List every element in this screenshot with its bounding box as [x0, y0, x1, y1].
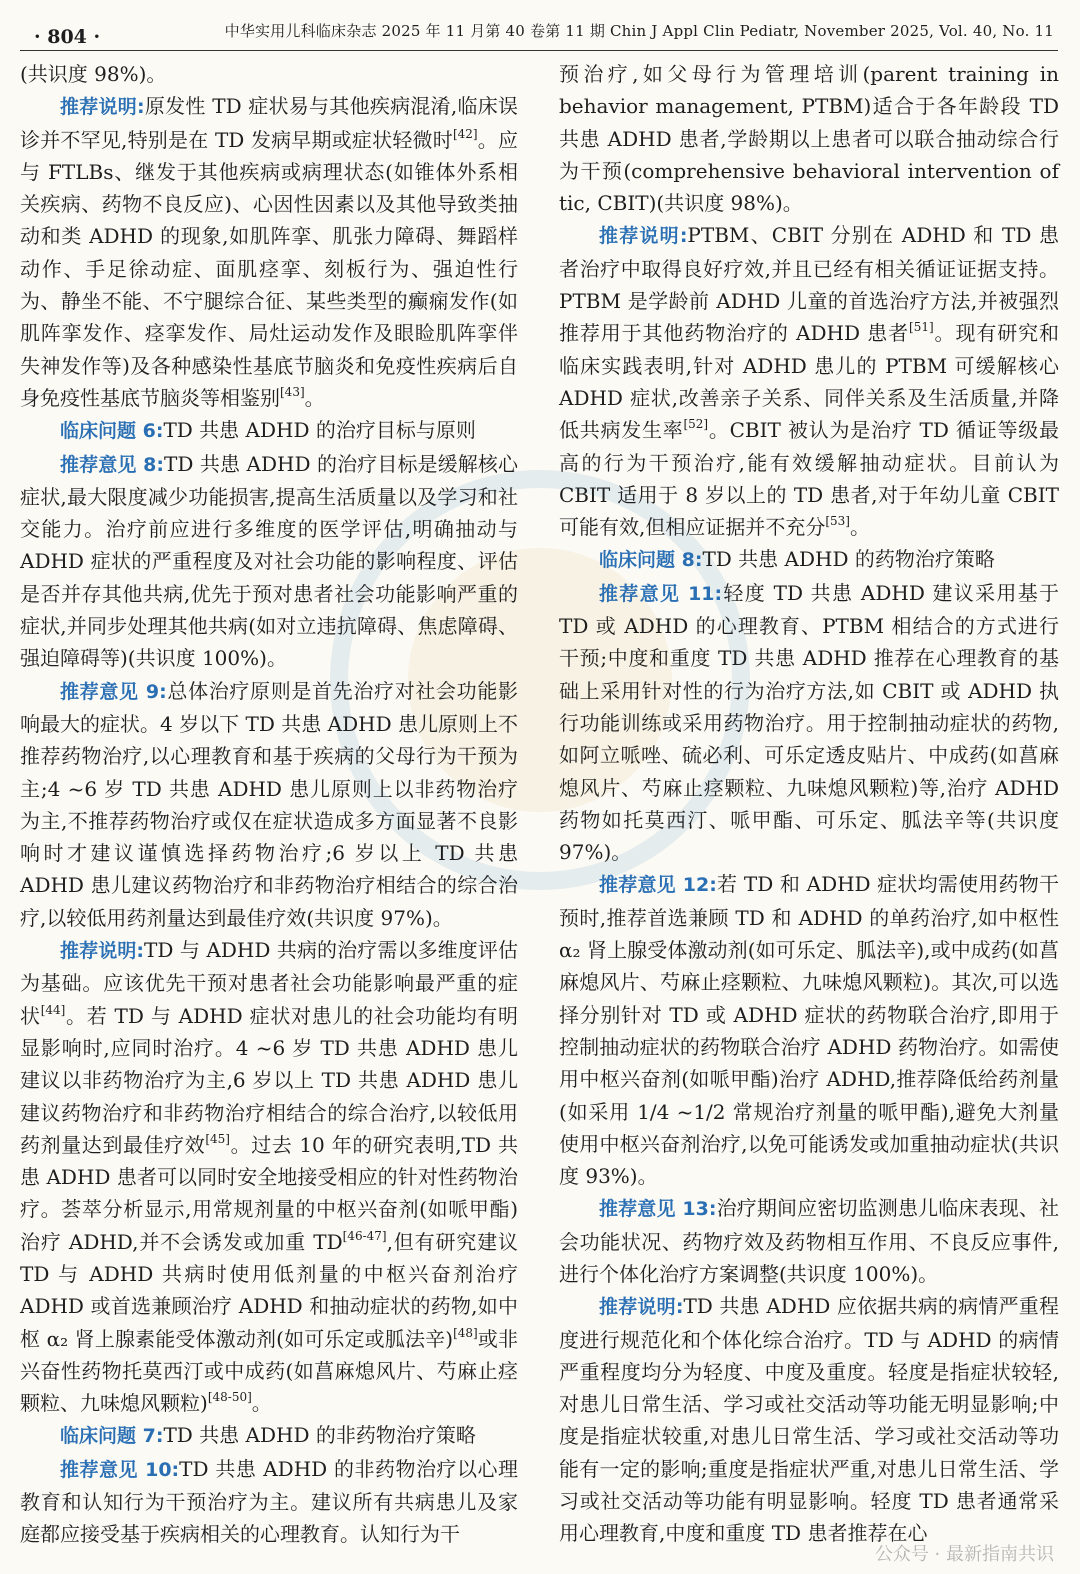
wechat-watermark: 公众号 · 最新指南共识: [874, 1544, 1054, 1565]
citation-ref: [43]: [280, 384, 305, 399]
left-column: [20, 58, 518, 1551]
clinical-question-6: 临床问题 6:TD 共患 ADHD 的治疗目标与原则: [60, 418, 476, 443]
paragraph: (共识度 98%)。: [20, 62, 167, 86]
page-number: · 804 ·: [34, 26, 101, 48]
recommendation-12: 推荐意见 12:若 TD 和 ADHD 症状均需使用药物干预时,推荐首选兼顾 TD 和 ADHD 的单药治疗,如中枢性 α₂ 肾上腺受体激动剂(如可乐定、胍法辛),或中成药(如菖麻熄风片、芍麻止痉颗粒、九味熄风颗粒)。其次,可以选择分别针对 TD 或 ADHD 症状的药物联合治疗,即用于控制抽动症状的药物联合治疗 ADHD 药物治疗。如需使用中枢兴奋剂(如哌甲酯)治疗 ADHD,推荐降低给药剂量(如采用 1/4 ~1/2 常规治疗剂量的哌甲酯),避免大剂量使用中枢兴奋剂治疗,以免可能诱发或加重抽动症状(共识度 93%)。: [559, 872, 1060, 1189]
note-label: 推荐说明:: [599, 225, 688, 248]
clinical-question-8: 临床问题 8:TD 共患 ADHD 的药物治疗策略: [599, 547, 995, 572]
citation-ref: [53]: [825, 514, 850, 529]
note-label: 推荐说明:: [599, 1296, 684, 1319]
opinion-label: 推荐意见 12:: [599, 874, 717, 897]
note-label: 推荐说明:: [60, 96, 145, 119]
recommendation-13: 推荐意见 13:治疗期间应密切监测患儿临床表现、社会功能状况、药物疗效及药物相互作用、不良反应事件,进行个体化治疗方案调整(共识度 100%)。: [559, 1196, 1060, 1286]
paragraph: 预治疗,如父母行为管理培训(parent training in behavior management, PTBM)适合于各年龄段 TD 共患 ADHD 患者,学龄期以上患者可以联合抽动综合行为干预(comprehensive behavioral intervention of tic, CBIT)(共识度 98%)。: [559, 62, 1059, 216]
recommendation-10: 推荐意见 10:TD 共患 ADHD 的非药物治疗以心理教育和认知行为干预治疗为主。建议所有共病患儿及家庭都应接受基于疾病相关的心理教育。认知行为干: [20, 1456, 518, 1547]
journal-citation: 中华实用儿科临床杂志 2025 年 11 月第 40 卷第 11 期 Chin J Appl Clin Pediatr, November 2025, Vol. 40, No. 11: [224, 22, 1054, 40]
recommendation-11: 推荐意见 11:轻度 TD 共患 ADHD 建议采用基于 TD 或 ADHD 的心理教育、PTBM 相结合的方式进行干预;中度和重度 TD 共患 ADHD 推荐在心理教育的基础上采用针对性的行为治疗方法,如 CBIT 或 ADHD 执行功能训练或采用药物治疗。用于控制抽动症状的药物,如阿立哌唑、硫必利、可乐定透皮贴片、中成药(如菖麻熄风片、芍麻止痉颗粒、九味熄风颗粒)等,治疗 ADHD 药物如托莫西汀、哌甲酯、可乐定、胍法辛等(共识度 97%)。: [559, 580, 1059, 865]
right-column: [559, 58, 1059, 1550]
opinion-label: 推荐意见 8:: [60, 453, 165, 476]
recommendation-note: 推荐说明:TD 与 ADHD 共病的治疗需以多维度评估为基础。应该优先干预对患者社会功能影响最严重的症状[44]。若 TD 与 ADHD 症状对患儿的社会功能均有明显影响时,应同时治疗。4 ~6 岁 TD 共患 ADHD 患儿建议以非药物治疗为主,6 岁以上 TD 共患 ADHD 患儿建议药物治疗和非药物治疗相结合的综合治疗,以较低用药剂量达到最佳疗效[45]。过去 10 年的研究表明,TD 共患 ADHD 患者可以同时安全地接受相应的针对性药物治疗。荟萃分析显示,用常规剂量的中枢兴奋剂(如哌甲酯)治疗 ADHD,并不会诱发或加重 TD[46-47],但有研究建议 TD 与 ADHD 共病时使用低剂量的中枢兴奋剂治疗 ADHD 或首选兼顾治疗 ADHD 和抽动症状的药物,如中枢 α₂ 肾上腺素能受体激动剂(如可乐定或胍法辛)[48]或非兴奋性药物托莫西汀或中成药(如菖麻熄风片、芍麻止痉颗粒、九味熄风颗粒)[48-50]。: [20, 938, 519, 1416]
question-label: 临床问题 7:: [60, 1425, 164, 1448]
recommendation-note: 推荐说明:原发性 TD 症状易与其他疾病混淆,临床误诊并不罕见,特别是在 TD 发病早期或症状轻微时[42]。应与 FTLBs、继发于其他疾病或病理状态(如锥体外系相关疾病、药物不良反应)、心因性因素以及其他导致类抽动和类 ADHD 的现象,如肌阵挛、肌张力障碍、舞蹈样动作、手足徐动症、面肌痉挛、刻板行为、强迫性行为、静坐不能、不宁腿综合征、某些类型的癫痫发作(如肌阵挛发作、痉挛发作、局灶运动发作及眼睑肌阵挛伴失神发作等)及各种感染性基底节脑炎和免疫性疾病后自身免疫性基底节脑炎等相鉴别[43]。: [20, 94, 519, 410]
citation-ref: [48]: [453, 1325, 478, 1340]
opinion-label: 推荐意见 10:: [60, 1458, 180, 1481]
citation-ref: [42]: [452, 126, 478, 141]
citation-ref: [44]: [40, 1002, 66, 1017]
recommendation-note: 推荐说明:PTBM、CBIT 分别在 ADHD 和 TD 患者治疗中取得良好疗效,并且已经有相关循证证据支持。PTBM 是学龄前 ADHD 儿童的首选治疗方法,并被强烈推荐用于其他药物治疗的 ADHD 患者[51]。现有研究和临床实践表明,针对 ADHD 患儿的 PTBM 可缓解核心 ADHD 症状,改善亲子关系、同伴关系及生活质量,并降低共病发生率[52]。CBIT 被认为是治疗 TD 循证等级最高的行为干预治疗,能有效缓解抽动症状。目前认为 CBIT 适用于 8 岁以上的 TD 患者,对于年幼儿童 CBIT 可能有效,但相应证据并不充分[53]。: [559, 223, 1060, 540]
question-label: 临床问题 6:: [60, 420, 164, 443]
clinical-question-7: 临床问题 7:TD 共患 ADHD 的非药物治疗策略: [60, 1423, 476, 1448]
opinion-label: 推荐意见 9:: [60, 680, 167, 703]
recommendation-9: 推荐意见 9:总体治疗原则是首先治疗对社会功能影响最大的症状。4 岁以下 TD 共患 ADHD 患儿原则上不推荐药物治疗,以心理教育和基于疾病的父母行为干预为主;4 ~6 岁 TD 共患 ADHD 患儿原则上以非药物治疗为主,不推荐药物治疗或仅在症状造成多方面显著不良影响时才建议谨慎选择药物治疗;6 岁以上 TD 共患 ADHD 患儿建议药物治疗和非药物治疗相结合的综合治疗,以较低用药剂量达到最佳疗效(共识度 97%)。: [20, 678, 519, 930]
citation-ref: [46-47]: [342, 1228, 387, 1243]
recommendation-8: 推荐意见 8:TD 共患 ADHD 的治疗目标是缓解核心症状,最大限度减少功能损害,提高生活质量以及学习和社交能力。治疗前应进行多维度的医学评估,明确抽动与 ADHD 症状的严重程度及对社会功能的影响程度、评估是否并存其他共病,优先于预对患者社会功能影响严重的症状,并同步处理其他共病(如对立违抗障碍、焦虑障碍、强迫障碍等)(共识度 100%)。: [20, 451, 519, 671]
citation-ref: [48-50]: [207, 1390, 252, 1405]
opinion-label: 推荐意见 11:: [599, 582, 723, 605]
note-label: 推荐说明:: [60, 940, 145, 963]
citation-ref: [45]: [205, 1131, 230, 1146]
citation-ref: [52]: [683, 417, 709, 432]
citation-ref: [51]: [909, 320, 934, 335]
page-header: [20, 14, 1058, 51]
recommendation-note: 推荐说明:TD 共患 ADHD 应依据共病的病情严重程度进行规范化和个体化综合治疗。TD 与 ADHD 的病情严重程度均分为轻度、中度及重度。轻度是指症状较轻,对患儿日常生活、学习或社交活动等功能无明显影响;中度是指症状较重,对患儿日常生活、学习或社交活动等功能有一定的影响;重度是指症状严重,对患儿日常生活、学习或社交活动等功能有明显影响。轻度 TD 患者通常采用心理教育,中度和重度 TD 患者推荐在心: [559, 1294, 1059, 1546]
question-label: 临床问题 8:: [599, 549, 703, 572]
opinion-label: 推荐意见 13:: [599, 1198, 717, 1221]
